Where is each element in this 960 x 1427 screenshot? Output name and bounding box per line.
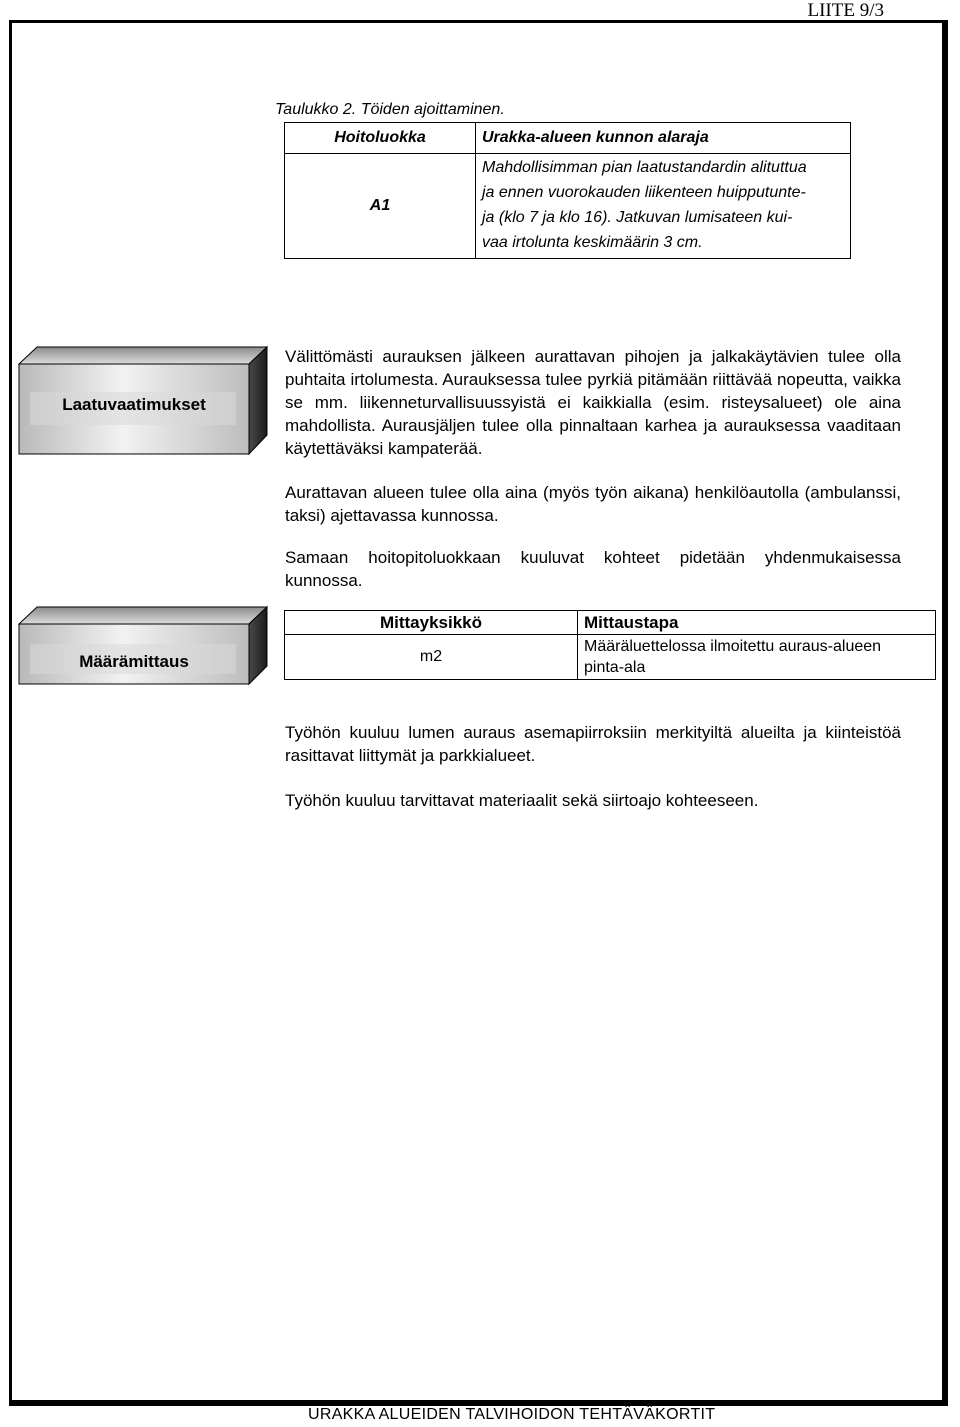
box-3d-shape [18, 606, 268, 686]
table-row [285, 635, 936, 680]
condition-line: ja ennen vuorokauden liikenteen huipputunte- [482, 184, 806, 201]
header-condition-limit: Urakka-alueen kunnon alaraja [476, 123, 851, 154]
header-maintenance-class: Hoitoluokka [285, 123, 476, 154]
condition-limit-cell [476, 154, 851, 259]
table-header-row [285, 611, 936, 635]
condition-line: vaa irtolunta keskimäärin 3 cm. [482, 234, 703, 251]
condition-line: ja (klo 7 ja klo 16). Jatkuvan lumisateen kui- [482, 209, 793, 226]
quality-paragraph: Samaan hoitopitoluokkaan kuuluvat kohteet pidetään yhdenmukaisessa kunnossa. [285, 548, 901, 590]
footer-text: URAKKA ALUEIDEN TALVIHOIDON TEHTÄVÄKORTIT [308, 1406, 716, 1423]
quality-paragraph: Välittömästi aurauksen jälkeen aurattavan pihojen ja jalkakäytävien tulee olla puhtaita irtolumesta. Aurauksessa tulee pyrkiä pitämään riittävää nopeutta, vaikka se mm. liikenneturvallisuussyistä ei kaikkialla (esim. risteysalueet) ole aina mahdollista. Aurausjäljen tulee olla pinnaltaan karhea ja aurauksessa vaaditaan käytettäväksi kampaterää. [285, 347, 901, 458]
table-row [285, 154, 851, 259]
appendix-label: LIITE 9/3 [807, 0, 884, 21]
scope-paragraph: Työhön kuuluu tarvittavat materiaalit sekä siirtoajo kohteeseen. [285, 791, 759, 810]
header-unit: Mittayksikkö [285, 611, 578, 635]
method-cell: Määräluettelossa ilmoitettu auraus-alueen pinta-ala [578, 635, 936, 680]
schedule-table [284, 122, 851, 259]
measurement-label: Määrämittaus [79, 652, 189, 671]
quality-paragraph: Aurattavan alueen tulee olla aina (myös työn aikana) henkilöautolla (ambulanssi, taksi) ajettavassa kunnossa. [285, 483, 901, 525]
measurement-box [18, 606, 268, 686]
maintenance-class-cell: A1 [285, 154, 476, 259]
quality-requirements-box [18, 346, 268, 456]
measurement-table [284, 610, 936, 680]
header-method: Mittaustapa [578, 611, 936, 635]
table-caption: Taulukko 2. Töiden ajoittaminen. [275, 101, 505, 118]
unit-cell: m2 [285, 635, 578, 680]
condition-line: Mahdollisimman pian laatustandardin alituttua [482, 159, 807, 176]
scope-paragraph: Työhön kuuluu lumen auraus asemapiirroksiin merkityiltä alueilta ja kiinteistöä rasittavat liittymät ja parkkialueet. [285, 723, 901, 765]
table-header-row [285, 123, 851, 154]
quality-requirements-label: Laatuvaatimukset [62, 395, 206, 414]
